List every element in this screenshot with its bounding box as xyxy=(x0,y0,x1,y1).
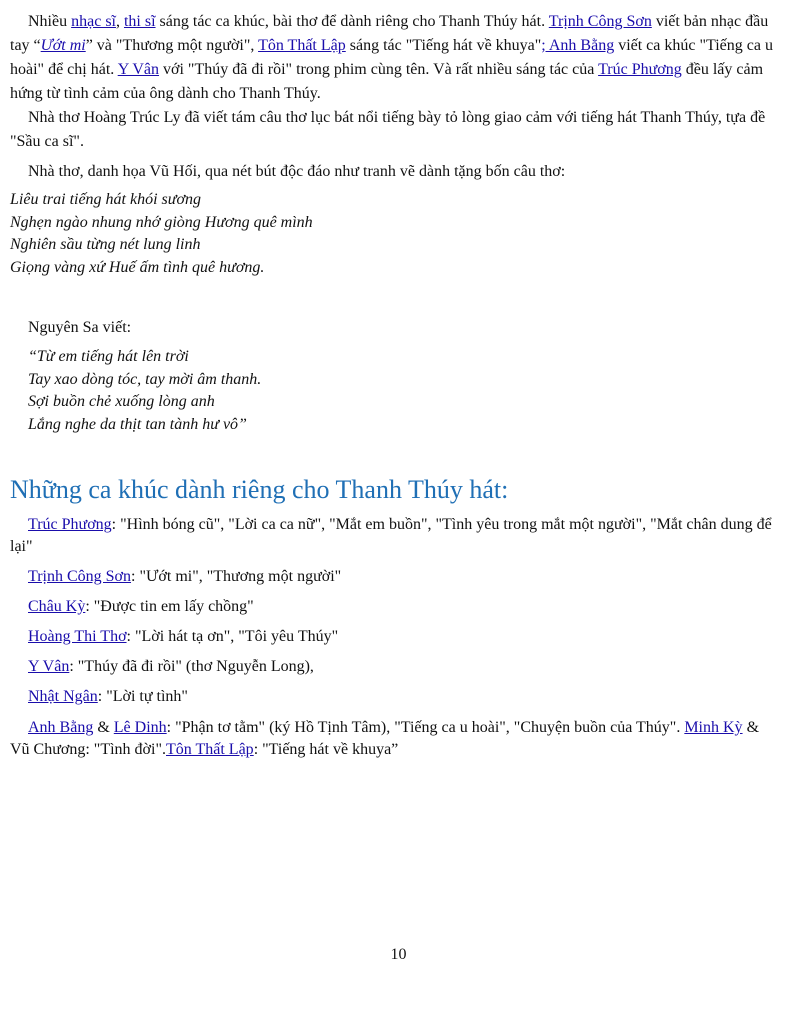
poem-line: Tay xao dòng tóc, tay mời âm thanh. xyxy=(28,370,262,388)
text: & Vũ Chương: "Tình đời". xyxy=(10,719,760,758)
song-item-y-van xyxy=(10,656,780,678)
intro-paragraph xyxy=(10,10,780,106)
link-minh-ky[interactable]: Minh Kỳ xyxy=(684,719,743,736)
paragraph-hoang-truc-ly: Nhà thơ Hoàng Trúc Ly đã viết tám câu thơ lục bát nổi tiếng bày tỏ lòng giao cảm với tiếng hát Thanh Thúy, tựa đề "Sầu ca sĩ". xyxy=(10,109,766,150)
text: đều lấy cảm hứng từ tình cảm của ông dành cho Thanh Thúy. xyxy=(10,61,764,102)
link-trinh-cong-son[interactable]: Trịnh Công Sơn xyxy=(548,13,652,30)
link-thi-si[interactable]: thi sĩ xyxy=(123,13,156,30)
link-nhat-ngan[interactable]: Nhật Ngân xyxy=(28,688,98,705)
text: : "Hình bóng cũ", "Lời ca ca nữ", "Mắt em buồn", "Tình yêu trong mắt một người", "Mắt chân dung để lại" xyxy=(10,516,772,555)
text: , xyxy=(115,13,124,30)
song-item-chau-ky xyxy=(10,596,780,618)
poem-line: Liêu trai tiếng hát khói sương xyxy=(10,191,202,208)
text: với "Thúy đã đi rồi" trong phim cùng tên. Và rất nhiều sáng tác của xyxy=(159,61,599,78)
link-truc-phuong[interactable]: Trúc Phương xyxy=(28,516,112,533)
link-ton-that-lap[interactable]: Tôn Thất Lập xyxy=(166,741,254,758)
song-item-nhat-ngan xyxy=(10,686,780,708)
text: viết bản nhạc đầu tay “ xyxy=(10,13,769,54)
poem-vu-hoi xyxy=(10,189,313,279)
text: Nhiều xyxy=(28,13,72,30)
link-anh-bang[interactable]: Anh Bằng xyxy=(28,719,94,736)
poem-line: Nghiên sầu từng nét lung linh xyxy=(10,236,201,253)
poem-line: “Từ em tiếng hát lên trời xyxy=(28,348,189,365)
link-y-van[interactable]: Y Vân xyxy=(117,61,160,78)
text: : "Được tin em lấy chồng" xyxy=(85,598,254,615)
text: : "Lời hát tạ ơn", "Tôi yêu Thúy" xyxy=(126,628,339,645)
link-uot-mi[interactable]: Ướt mi xyxy=(40,37,86,54)
link-le-dinh[interactable]: Lê Dinh xyxy=(113,719,167,736)
paragraph-vu-hoi: Nhà thơ, danh họa Vũ Hối, qua nét bút độc đáo như tranh vẽ dành tặng bốn câu thơ: xyxy=(28,163,566,180)
link-chau-ky[interactable]: Châu Kỳ xyxy=(28,598,86,615)
section-heading: Những ca khúc dành riêng cho Thanh Thúy hát: xyxy=(10,475,509,504)
text: ” và "Thương một người", xyxy=(85,37,259,54)
link-y-van[interactable]: Y Vân xyxy=(28,658,70,675)
text: : "Lời tự tình" xyxy=(97,688,188,705)
paragraph-nguyen-sa: Nguyên Sa viết: xyxy=(28,319,132,336)
text: sáng tác "Tiếng hát về khuya" xyxy=(345,37,542,54)
poem-line: Nghẹn ngào nhung nhớ giòng Hương quê mình xyxy=(10,213,313,231)
song-item-hoang-thi-tho xyxy=(10,626,780,648)
text: : "Tiếng hát về khuya” xyxy=(253,741,399,758)
poem-nguyen-sa xyxy=(28,346,261,436)
link-truc-phuong[interactable]: Trúc Phương xyxy=(598,61,682,78)
link-ton-that-lap[interactable]: Tôn Thất Lập xyxy=(258,37,346,54)
link-nhac-si[interactable]: nhạc sĩ xyxy=(71,13,116,30)
poem-line: Sợi buồn chẻ xuống lòng anh xyxy=(28,393,215,410)
link-trinh-cong-son[interactable]: Trịnh Công Sơn xyxy=(28,568,132,585)
text: : "Phận tơ tằm" (ký Hồ Tịnh Tâm), "Tiếng ca u hoài", "Chuyện buồn của Thúy". xyxy=(166,719,685,736)
text: & xyxy=(93,719,114,736)
poem-line: Lắng nghe da thịt tan tành hư vô” xyxy=(28,415,247,433)
text: viết ca khúc "Tiếng ca u hoài" để chị hát. xyxy=(10,37,773,78)
link-anh-bang[interactable]: ; Anh Bằng xyxy=(541,37,615,54)
page-number: 10 xyxy=(390,946,407,963)
link-hoang-thi-tho[interactable]: Hoàng Thi Thơ xyxy=(28,628,127,645)
song-item-truc-phuong xyxy=(10,514,780,558)
song-item-anh-bang xyxy=(10,717,780,761)
song-item-trinh-cong-son xyxy=(10,566,780,588)
poem-line: Giọng vàng xứ Huế ấm tình quê hương. xyxy=(10,258,265,276)
text: sáng tác ca khúc, bài thơ để dành riêng cho Thanh Thúy hát. xyxy=(155,13,549,30)
text: : "Ướt mi", "Thương một người" xyxy=(131,568,342,585)
text: : "Thúy đã đi rồi" (thơ Nguyễn Long), xyxy=(69,658,314,675)
